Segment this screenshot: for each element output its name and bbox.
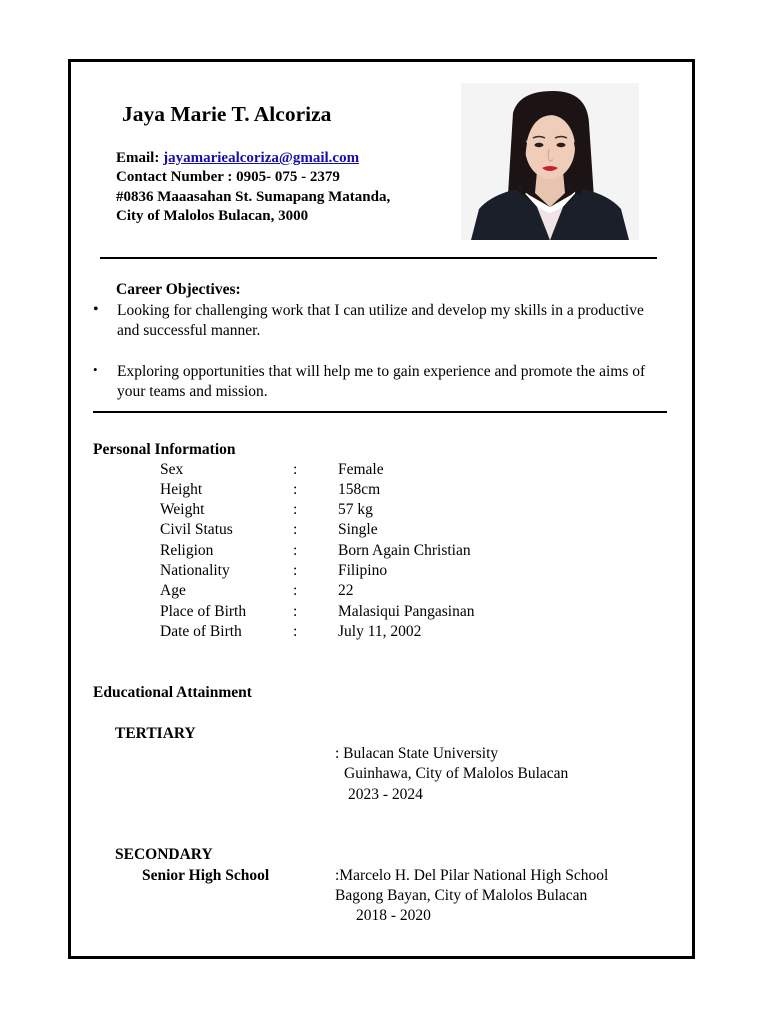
field-value: July 11, 2002 (338, 623, 422, 640)
field-label: Religion (160, 542, 214, 559)
field-separator: : (293, 562, 298, 579)
address-line-1: #0836 Maaasahan St. Sumapang Matanda, (116, 188, 391, 205)
field-value: Filipino (338, 562, 388, 579)
senior-high-label: Senior High School (142, 867, 270, 884)
bullet-icon: • (93, 301, 99, 318)
education-heading: Educational Attainment (93, 684, 252, 701)
profile-photo (461, 83, 639, 240)
field-label: Age (160, 582, 186, 599)
personal-info-row (160, 603, 560, 623)
contact-block (116, 149, 390, 226)
field-label: Sex (160, 461, 184, 478)
field-separator: : (293, 501, 298, 518)
field-label: Weight (160, 501, 205, 518)
field-label: Place of Birth (160, 603, 247, 620)
objectives-divider (93, 411, 667, 413)
field-value: Single (338, 521, 378, 538)
bullet-icon: • (93, 362, 98, 377)
personal-info-row (160, 562, 560, 582)
profile-photo-illustration (461, 83, 639, 240)
field-value: Malasiqui Pangasinan (338, 603, 475, 620)
tertiary-school: : Bulacan State University (335, 745, 499, 762)
objective-item: Looking for challenging work that I can utilize and develop my skills in a productive and successful manner. (117, 302, 644, 339)
email-line (116, 149, 390, 168)
career-objectives-heading: Career Objectives: (116, 281, 241, 298)
secondary-address: Bagong Bayan, City of Malolos Bulacan (335, 887, 588, 904)
applicant-name: Jaya Marie T. Alcoriza (122, 102, 332, 126)
personal-info-row (160, 542, 560, 562)
field-separator: : (293, 603, 298, 620)
email-link[interactable]: jayamariealcoriza@gmail.com (163, 150, 360, 166)
personal-info-row (160, 501, 560, 521)
tertiary-years: 2023 - 2024 (348, 786, 423, 803)
address-line-2: City of Malolos Bulacan, 3000 (116, 207, 309, 224)
field-value: 158cm (338, 481, 381, 498)
field-value: Female (338, 461, 384, 478)
secondary-years: 2018 - 2020 (356, 907, 431, 924)
field-label: Civil Status (160, 521, 233, 538)
contact-number: Contact Number : 0905- 075 - 2379 (116, 169, 340, 186)
secondary-heading: SECONDARY (115, 846, 213, 863)
field-separator: : (293, 542, 298, 559)
field-label: Height (160, 481, 203, 498)
field-label: Date of Birth (160, 623, 242, 640)
personal-info-row (160, 521, 560, 541)
field-separator: : (293, 582, 298, 599)
objective-item: Exploring opportunities that will help me to gain experience and promote the aims of your teams and mission. (117, 363, 646, 400)
tertiary-address: Guinhawa, City of Malolos Bulacan (344, 765, 569, 782)
field-label: Nationality (160, 562, 230, 579)
field-value: 22 (338, 582, 354, 599)
field-separator: : (293, 521, 298, 538)
secondary-school: :Marcelo H. Del Pilar National High School (335, 867, 609, 884)
personal-info-row (160, 461, 560, 481)
personal-info-row (160, 623, 560, 643)
field-separator: : (293, 461, 298, 478)
field-separator: : (293, 623, 298, 640)
field-separator: : (293, 481, 298, 498)
personal-info-row (160, 582, 560, 602)
personal-info-row (160, 481, 560, 501)
header-divider (100, 257, 657, 259)
email-label: Email: (116, 150, 164, 166)
field-value: 57 kg (338, 501, 373, 518)
field-value: Born Again Christian (338, 542, 471, 559)
personal-info-heading: Personal Information (93, 441, 236, 458)
tertiary-heading: TERTIARY (115, 725, 196, 742)
